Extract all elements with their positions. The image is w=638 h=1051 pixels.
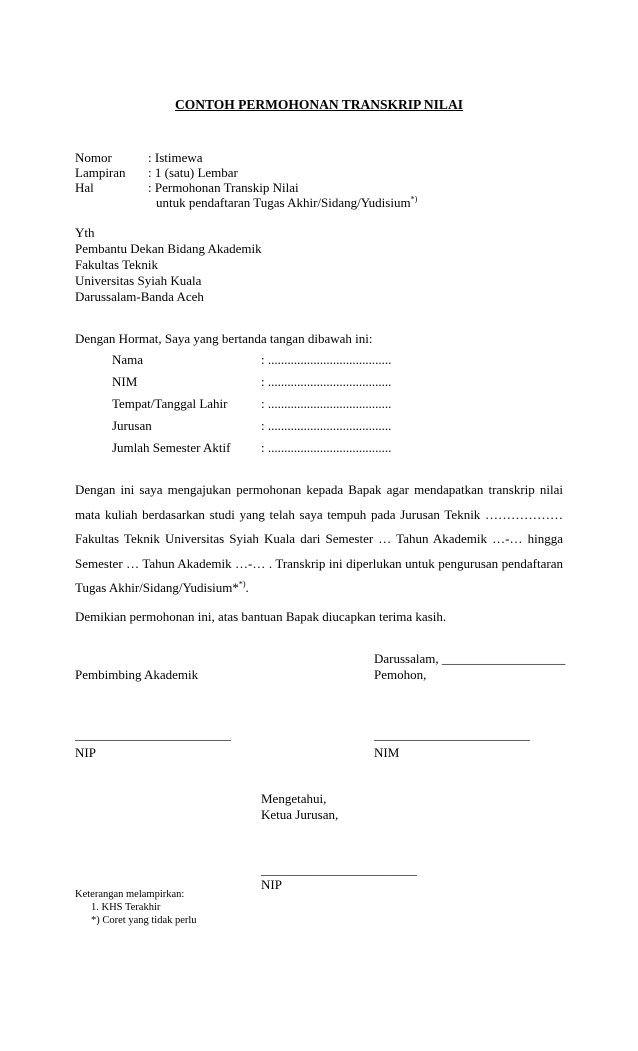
closing-text: Demikian permohonan ini, atas bantuan Bapak diucapkan terima kasih. bbox=[75, 609, 447, 624]
field-value-nim: : ...................................... bbox=[261, 374, 392, 389]
label-nomor: Nomor bbox=[75, 150, 112, 165]
known-label: Mengetahui, bbox=[261, 791, 327, 806]
advisor-label: Pembimbing Akademik bbox=[75, 667, 199, 682]
nim-applicant: NIM bbox=[374, 745, 400, 760]
body-paragraph: Dengan ini saya mengajukan permohonan kepada Bapak agar mendapatkan transkrip nilai mata kuliah berdasarkan studi yang telah saya tempuh pada Jurusan Teknik ……………… Fakultas Teknik Universitas Syiah Kuala dari Semester … Tahun Akademik …-… hingga Semester … Tahun Akademik …-… . Transkrip ini diperlukan untuk pengurusan pendaftaran Tugas Akhir/Sidang/Yudisium**). bbox=[75, 482, 563, 595]
recipient-line-2: Pembantu Dekan Bidang Akademik bbox=[75, 241, 262, 256]
recipient-line-4: Universitas Syiah Kuala bbox=[75, 273, 202, 288]
field-label-jurusan: Jurusan bbox=[112, 418, 152, 433]
field-label-nim: NIM bbox=[112, 374, 138, 389]
value-hal: : Permohonan Transkip Nilai bbox=[148, 180, 299, 195]
hal-footnote-mark: *) bbox=[410, 194, 418, 204]
field-value-ttl: : ...................................... bbox=[261, 396, 392, 411]
signature-line-advisor: ________________________ bbox=[75, 727, 231, 742]
page-title: CONTOH PERMOHONAN TRANSKRIP NILAI bbox=[175, 97, 463, 112]
field-label-semester: Jumlah Semester Aktif bbox=[112, 440, 231, 455]
recipient-line-3: Fakultas Teknik bbox=[75, 257, 158, 272]
notes-title: Keterangan melampirkan: bbox=[75, 889, 185, 900]
recipient-line-5: Darussalam-Banda Aceh bbox=[75, 289, 204, 304]
field-label-ttl: Tempat/Tanggal Lahir bbox=[112, 396, 228, 411]
notes-item-2: *) Coret yang tidak perlu bbox=[91, 915, 197, 926]
label-lampiran: Lampiran bbox=[75, 165, 126, 180]
field-value-jurusan: : ...................................... bbox=[261, 418, 392, 433]
signature-line-head: ________________________ bbox=[261, 862, 417, 877]
hal-continuation: untuk pendaftaran Tugas Akhir/Sidang/Yudisium*) bbox=[156, 194, 418, 210]
department-head-label: Ketua Jurusan, bbox=[261, 807, 339, 822]
signature-line-applicant: ________________________ bbox=[374, 727, 530, 742]
value-lampiran: : 1 (satu) Lembar bbox=[148, 165, 238, 180]
nip-advisor: NIP bbox=[75, 745, 96, 760]
greeting: Dengan Hormat, Saya yang bertanda tangan dibawah ini: bbox=[75, 331, 373, 346]
value-nomor: : Istimewa bbox=[148, 150, 203, 165]
nip-head: NIP bbox=[261, 877, 282, 892]
field-label-nama: Nama bbox=[112, 352, 144, 367]
recipient-line-1: Yth bbox=[75, 225, 95, 240]
field-value-nama: : ...................................... bbox=[261, 352, 392, 367]
field-value-semester: : ...................................... bbox=[261, 440, 392, 455]
label-hal: Hal bbox=[75, 180, 94, 195]
place-date: Darussalam, ___________________ bbox=[374, 651, 566, 666]
applicant-label: Pemohon, bbox=[374, 667, 427, 682]
body-footnote-mark: *) bbox=[238, 579, 246, 589]
notes-item-1: 1. KHS Terakhir bbox=[91, 902, 161, 913]
